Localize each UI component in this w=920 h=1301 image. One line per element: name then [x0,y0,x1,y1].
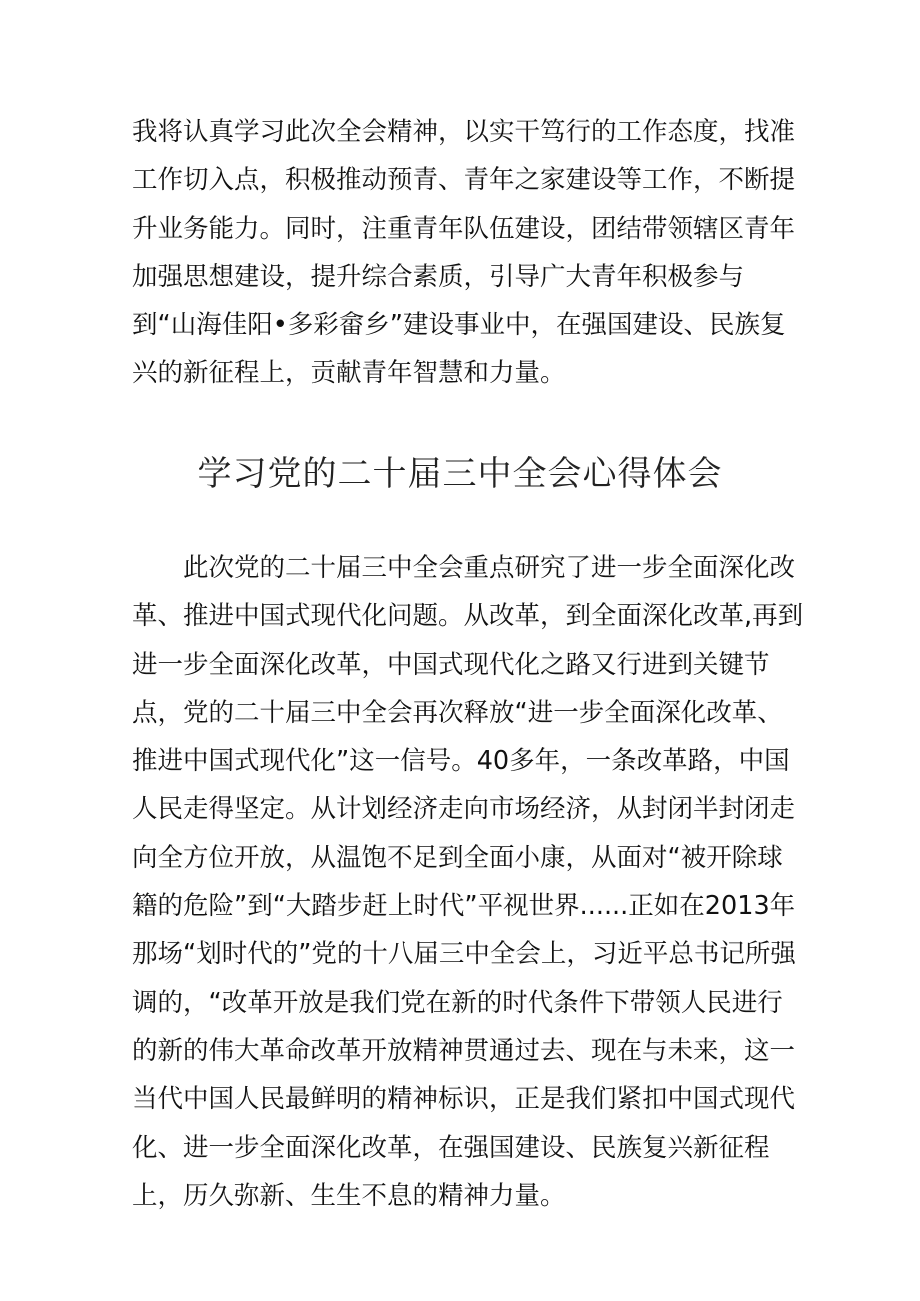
body-paragraph: 此次党的二十届三中全会重点研究了进一步全面深化改革、推进中国式现代化问题。从改革，到全面深化改革,再到进一步全面深化改革，中国式现代化之路又行进到关键节点，党的二十届三中全会再次释放“进一步全面深化改革、推进中国式现代化”这一信号。40多年，一条改革路，中国人民走得坚定。从计划经济走向市场经济，从封闭半封闭走向全方位开放，从温饱不足到全面小康，从面对“被开除球籍的危险”到“大踏步赶上时代”平视世界......正如在2013年那场“划时代的”党的十八届三中全会上，习近平总书记所强调的，“改革开放是我们党在新的时代条件下带领人民进行的新的伟大革命改革开放精神贯通过去、现在与未来，这一当代中国人民最鲜明的精神标识，正是我们紧扣中国式现代化、进一步全面深化改革，在强国建设、民族复兴新征程上，历久弥新、生生不息的精神力量。 [132,553,804,1211]
document-title: 学习党的二十届三中全会心得体会 [197,454,723,494]
intro-paragraph: 我将认真学习此次全会精神，以实干笃行的工作态度，找准工作切入点，积极推动预青、青年之家建设等工作，不断提升业务能力。同时，注重青年队伍建设，团结带领辖区青年加强思想建设，提升综合素质，引导广大青年积极参与到“山海佳阳•多彩畲乡”建设事业中，在强国建设、民族复兴的新征程上，贡献青年智慧和力量。 [132,117,796,389]
